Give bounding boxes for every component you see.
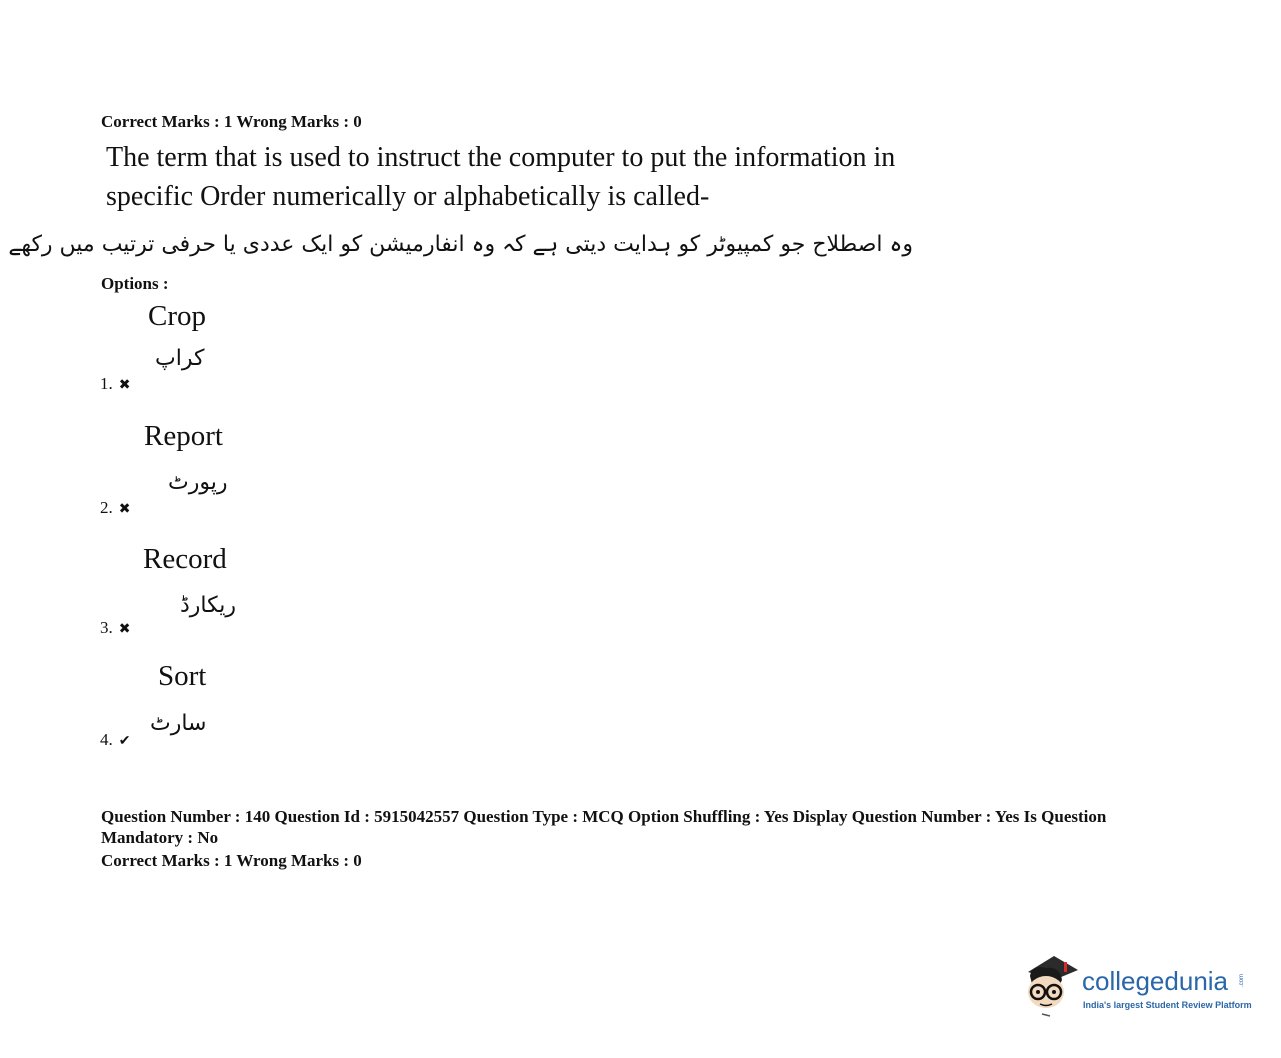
logo-suffix: .com bbox=[1239, 974, 1245, 988]
cross-mark-icon: ✖ bbox=[118, 378, 131, 393]
option-3-text-ur: ریکارڈ bbox=[180, 593, 237, 618]
option-3-number: 3. bbox=[100, 618, 113, 637]
option-1-text-ur: کراپ bbox=[155, 346, 205, 371]
option-4-text-ur: سارٹ bbox=[150, 711, 207, 736]
options-label: Options : bbox=[101, 274, 169, 293]
option-2 bbox=[100, 498, 130, 518]
option-1-text-en: Crop bbox=[148, 300, 206, 332]
option-3 bbox=[100, 618, 130, 638]
option-4 bbox=[100, 730, 130, 750]
logo-name: collegedunia bbox=[1082, 966, 1229, 996]
question-meta: Question Number : 140 Question Id : 5915042557 Question Type : MCQ Option Shuffling : Yes Display Question Number : Yes Is Question Mandatory : No bbox=[101, 807, 1107, 847]
option-4-number: 4. bbox=[100, 730, 113, 749]
cross-mark-icon: ✖ bbox=[118, 502, 131, 517]
question-text-en-line1: The term that is used to instruct the computer to put the information in bbox=[106, 142, 896, 173]
option-4-text-en: Sort bbox=[158, 660, 207, 692]
question-text-ur: وہ اصطلاح جو کمپیوٹر کو ہدایت دیتی ہے کہ وہ انفارمیشن کو ایک عددی یا حرفی ترتیب میں رکھے bbox=[8, 232, 913, 257]
option-2-number: 2. bbox=[100, 498, 113, 517]
logo-tagline: India's largest Student Review Platform bbox=[1083, 1000, 1252, 1010]
question-text-en-line2: specific Order numerically or alphabetically is called- bbox=[106, 181, 710, 212]
check-mark-icon: ✔ bbox=[118, 734, 131, 749]
option-2-text-en: Report bbox=[144, 420, 223, 452]
bottom-marks: Correct Marks : 1 Wrong Marks : 0 bbox=[101, 851, 362, 870]
option-1-number: 1. bbox=[100, 374, 113, 393]
option-3-text-en: Record bbox=[143, 543, 227, 575]
option-1 bbox=[100, 374, 130, 394]
collegedunia-logo bbox=[1020, 950, 1250, 1020]
top-marks: Correct Marks : 1 Wrong Marks : 0 bbox=[101, 112, 362, 131]
cross-mark-icon: ✖ bbox=[118, 622, 131, 637]
student-mascot-icon bbox=[1020, 950, 1080, 1018]
option-2-text-ur: رپورٹ bbox=[168, 470, 228, 495]
